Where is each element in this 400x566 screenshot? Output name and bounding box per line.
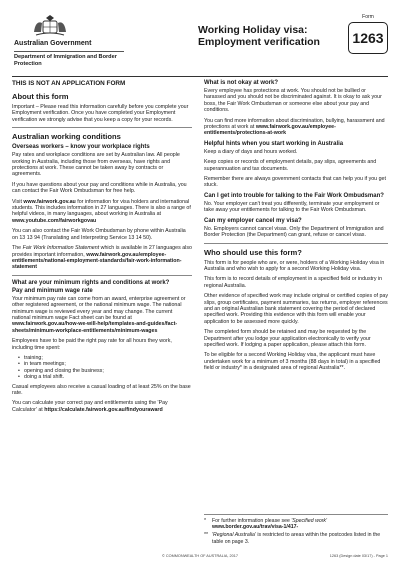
overseas-paragraph-4: You can also contact the Fair Work Ombudsman by phone within Australia on 13 13 94 (Translating and Interpreting Service 13 14 50). (12, 228, 186, 241)
pay-paragraph-2: Employees have to be paid the right pay rate for all hours they work, including time spent: (12, 338, 172, 351)
overseas-paragraph-2: If you have questions about your pay and conditions while in Australia, you can contact the Fair Work Ombudsman for free help. (12, 181, 187, 195)
hint-1: Keep a diary of days and hours worked. (204, 148, 298, 155)
form-number-box (348, 14, 388, 60)
footnotes (204, 514, 388, 547)
youtube-link[interactable]: www.youtube.com/fairworkgovau (12, 217, 97, 224)
form-title-line-1: Working Holiday visa: (198, 24, 308, 36)
protections-link[interactable]: www.fairwork.gov.au/employee-entitlements/protections-at-work (204, 124, 336, 137)
list-item: • training; (18, 355, 192, 361)
overseas-paragraph-5 (12, 245, 192, 271)
right-column (204, 80, 388, 376)
text: which is available in 27 languages also provides important information, (12, 245, 192, 258)
department-name: Department of Immigration and Border Protection (14, 51, 124, 67)
overseas-paragraph-1: Pay rates and workplace conditions are set by Australian law. All people working in Australia, including those from overseas, have rights and protections at work. These cannot be taken away by contracts or agreements. (12, 152, 180, 178)
text: for information for visa holders and international students. This includes information in 27 languages. There is also a range of helpful videos, in many languages, about working in Australia at (12, 198, 191, 218)
pay-paragraph-4 (12, 400, 192, 413)
text: Your minimum pay rate can come from an award, enterprise agreement or other registered agreement, or the national minimum wage. The national minimum wage is reviewed every year and may change. The current national minimum wage Fact sheet can be found at (12, 295, 186, 321)
about-paragraph: Important – Please read this information carefully before you complete your Employment verification. Once you have completed your Employment verification we strongly advise that you keep a copy for your records. (12, 104, 189, 123)
pay-calculator-link[interactable]: https://calculate.fairwork.gov.au/findyouraward (44, 406, 163, 413)
not-okay-heading: What is not okay at work? (204, 80, 279, 86)
copyright: © COMMONWEALTH OF AUSTRALIA, 2017 (162, 554, 238, 558)
pay-paragraph-3: Casual employees also receive a casual loading of at least 25% on the base rate. (12, 383, 191, 396)
text: You can calculate your correct pay and entitlements using the 'Pay Calculator' at (12, 400, 168, 413)
list-item: • in team meetings; (18, 361, 192, 367)
overseas-workers-heading: Overseas workers – know your workplace rights (12, 144, 150, 151)
footnote-mark: * (204, 518, 207, 524)
list-item: • opening and closing the business; (18, 368, 192, 374)
page-number: 1263 (Design date 03/17) - Page 1 (329, 554, 388, 558)
minimum-wages-link[interactable]: www.fairwork.gov.au/how-we-will-help/templates-and-guides/fact-sheets/minimum-workplace-entitlements/minimum-wages (12, 321, 178, 334)
who-paragraph-4: The completed form should be retained and may be requested by the Department after you lodge your application electronically to verify your specified work. If lodging a paper application, please attach this form. (204, 329, 371, 348)
text: 'Regional Australia' (212, 532, 256, 539)
hint-3: Remember there are always government contacts that can help you if you get stuck. (204, 176, 386, 189)
form-label: Form (362, 14, 374, 20)
pay-paragraph-1 (12, 296, 192, 334)
overseas-paragraph-3 (12, 199, 192, 225)
government-name: Australian Government (14, 40, 92, 47)
coat-of-arms-icon (30, 12, 70, 38)
minimum-rights-heading: What are your minimum rights and conditions at work? (12, 279, 170, 286)
section-divider (12, 275, 192, 276)
not-application-banner: THIS IS NOT AN APPLICATION FORM (12, 80, 126, 87)
who-paragraph-2: This form is to record details of employment in a specified field or industry in regional Australia. (204, 276, 383, 289)
working-conditions-heading: Australian working conditions (12, 132, 121, 142)
text: is restricted to areas within the postcodes listed in the table on page 3. (212, 532, 381, 545)
text: You can find more information about discrimination, bullying, harassment and protections at work at (204, 117, 385, 131)
time-spent-list (18, 355, 192, 381)
pay-heading: Pay and minimum wage rate (12, 287, 93, 294)
who-paragraph-3: Other evidence of specified work may include original or certified copies of pay slips, group certificates, payment summaries, tax returns, employer references and an original Australian bank statement covering the period of declared specified work. Providing this evidence with this form will enable your application to be assessed more quickly. (204, 293, 389, 325)
footnote-specified-work (204, 518, 388, 530)
form-title (198, 24, 320, 48)
form-number: 1263 (348, 22, 388, 54)
about-heading: About this form (12, 92, 69, 101)
form-title-line-2: Employment verification (198, 36, 320, 48)
text: The (12, 245, 23, 252)
section-divider (204, 243, 388, 244)
helpful-hints-heading: Helpful hints when you start working in Australia (204, 140, 344, 147)
section-divider (12, 127, 192, 128)
not-okay-paragraph-2 (204, 118, 388, 137)
who-paragraph-1: This form is for people who are, or were, holders of a Working Holiday visa in Australia and who wish to apply for a second Working Holiday visa. (204, 259, 385, 272)
hint-2: Keep copies or records of employment details, pay slips, agreements and superannuation and tax documents. (204, 159, 377, 172)
who-paragraph-5: To be eligible for a second Working Holiday visa, the applicant must have undertaken work for a minimum of 3 months (88 days in total) in a specified field or industry* in a designated area of regional Australia**. (204, 352, 381, 372)
footnote-mark: ** (204, 532, 209, 539)
not-okay-paragraph-1: Every employee has protections at work. You should not be bullied or harassed and you should not be discriminated against. It is okay to ask your boss, the Fair Work Ombudsman or someone else about your pay and conditions. (204, 88, 382, 114)
text: 'Specified work' (291, 518, 328, 524)
trouble-heading: Can I get into trouble for talking to the Fair Work Ombudsman? (204, 192, 384, 199)
specified-work-link[interactable]: www.border.gov.au/trav/visa-1/417- (212, 524, 299, 531)
text: Visit (12, 198, 24, 205)
left-column (12, 80, 192, 417)
cancel-visa-heading: Can my employer cancel my visa? (204, 217, 302, 224)
statement-title: Fair Work Information Statement (22, 245, 100, 252)
fairwork-link[interactable]: www.fairwork.gov.au (23, 198, 76, 205)
text: For further information please see (212, 518, 292, 524)
trouble-paragraph: No. Your employer can't treat you differently, terminate your employment or take away your entitlements for talking to the Fair Work Ombudsman. (204, 200, 380, 214)
information-statement-link[interactable]: www.fairwork.gov.au/employee-entitlements/national-employment-standards/fair-work-information-statement (12, 251, 182, 271)
header-divider (12, 76, 388, 77)
form-header (12, 10, 388, 76)
cancel-visa-paragraph: No. Employers cannot cancel visas. Only the Department of Immigration and Border Protection (the Department) can grant, refuse or cancel visas. (204, 225, 384, 239)
who-should-use-heading: Who should use this form? (204, 247, 302, 257)
footnote-regional (204, 532, 388, 544)
list-item: • doing a trial shift. (18, 374, 192, 380)
